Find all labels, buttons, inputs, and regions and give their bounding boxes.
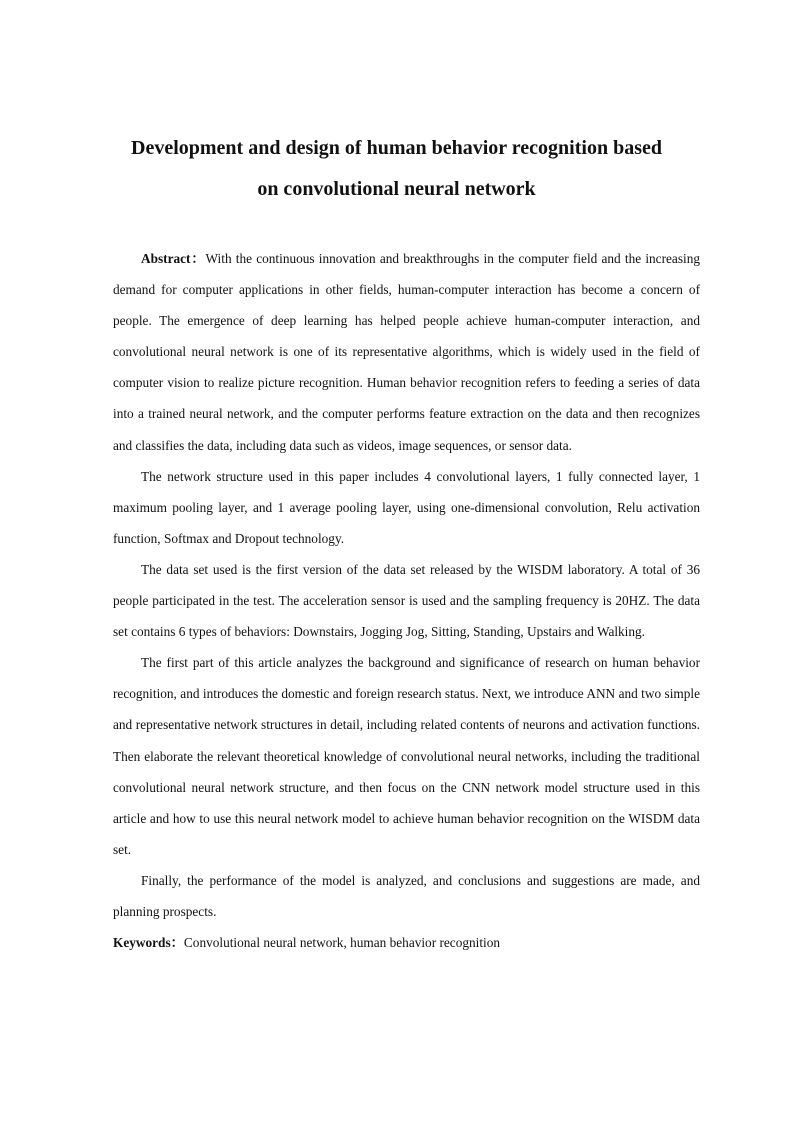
keywords-label: Keywords： [113,935,184,951]
abstract-paragraph-1-text: With the continuous innovation and breakthroughs in the computer field and the increasing demand for computer applications in other fields, human-computer interaction has become a concern of people. The emergence of deep learning has helped people achieve human-computer interaction, and convolutional neural network is one of its representative algorithms, which is widely used in the field of computer vision to realize picture recognition. Human behavior recognition refers to feeding a series of data into a trained neural network, and the computer performs feature extraction on the data and then recognizes and classifies the data, including data such as videos, image sequences, or sensor data. [113,251,700,453]
abstract-paragraph-5: Finally, the performance of the model is analyzed, and conclusions and suggestions are made, and planning prospects. [113,872,700,919]
abstract-label: Abstract： [141,251,206,266]
abstract-section [113,243,700,958]
abstract-paragraph-3: The data set used is the first version of the data set released by the WISDM laboratory. A total of 36 people participated in the test. The acceleration sensor is used and the sampling frequency is 20HZ. The data set contains 6 types of behaviors: Downstairs, Jogging Jog, Sitting, Standing, Upstairs and Walking. [113,561,700,640]
paper-title-line-1: Development and design of human behavior recognition based [131,137,662,159]
keywords-text: Convolutional neural network, human behavior recognition [183,935,501,951]
abstract-paragraph-1 [113,243,700,461]
abstract-paragraph-2: The network structure used in this paper includes 4 convolutional layers, 1 fully connected layer, 1 maximum pooling layer, and 1 average pooling layer, using one-dimensional convolution, Relu activation function, Softmax and Dropout technology. [113,468,700,546]
abstract-paragraph-4: The first part of this article analyzes the background and significance of research on human behavior recognition, and introduces the domestic and foreign research status. Next, we introduce ANN and two simple and representative network structures in detail, including related contents of neurons and activation functions. Then elaborate the relevant theoretical knowledge of convolutional neural networks, including the traditional convolutional neural network structure, and then focus on the CNN network model structure used in this article and how to use this neural network model to achieve human behavior recognition on the WISDM data set. [113,655,700,857]
paper-title-line-2: on convolutional neural network [257,178,536,200]
keywords-line [113,927,700,958]
